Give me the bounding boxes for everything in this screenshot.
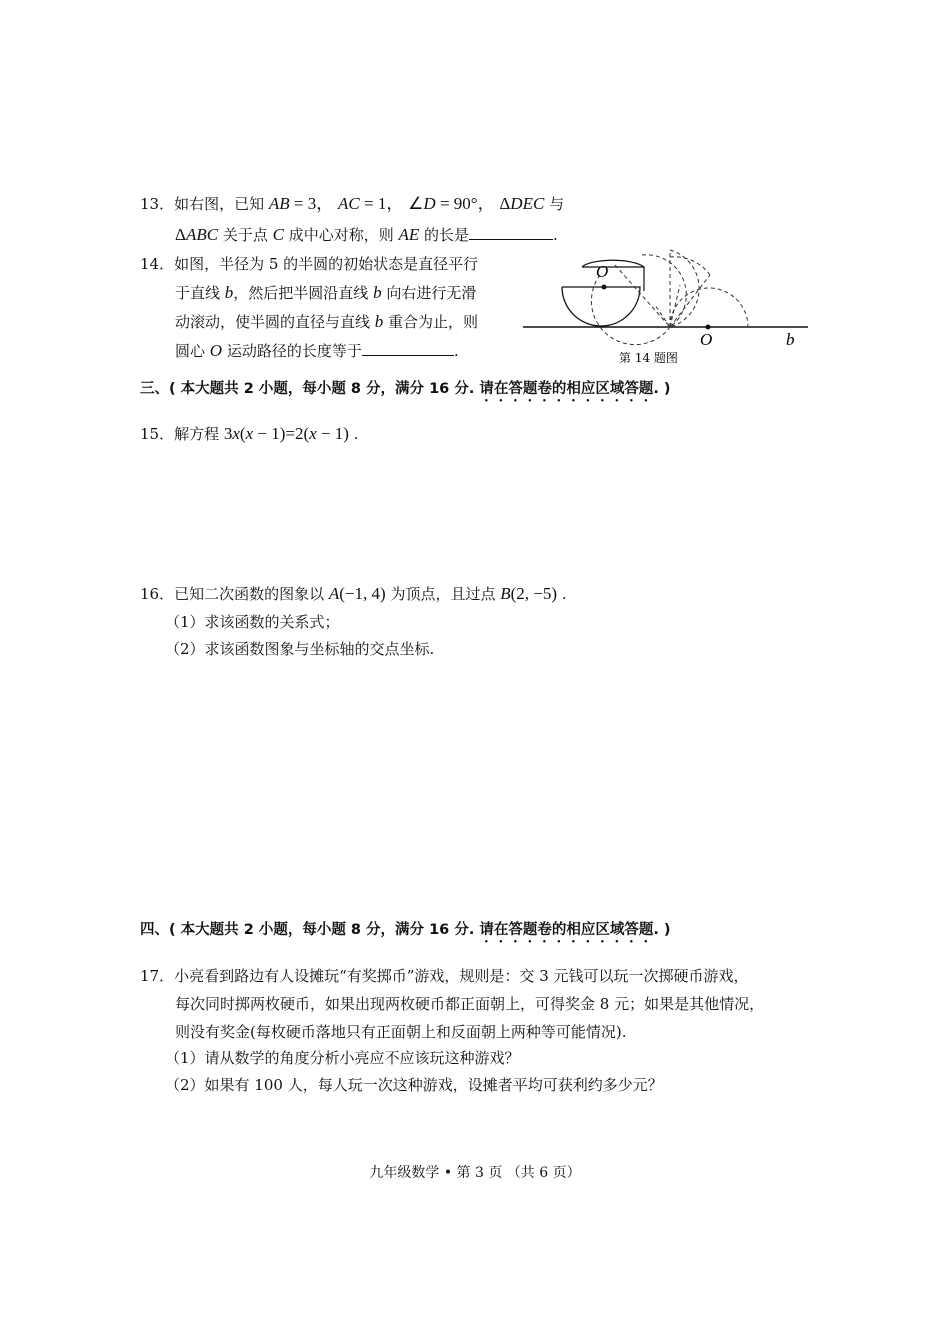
answer-blank[interactable] [469, 225, 553, 240]
question-16-sub1: （1）求该函数的关系式； [165, 613, 340, 631]
question-16-sub2: （2）求该函数图象与坐标轴的交点坐标. [165, 640, 435, 658]
answer-blank[interactable] [362, 341, 454, 356]
center-dot-top [602, 285, 607, 290]
initial-semicircle [562, 287, 640, 326]
question-17-sub1: （1）请从数学的角度分析小亮应不应该玩这种游戏？ [165, 1049, 520, 1067]
rolling-position-4 [642, 255, 686, 327]
question-17: 17．小亮看到路边有人设摊玩“有奖掷币”游戏，规则是：交 3 元钱可以玩一次掷硬币游戏， [140, 967, 749, 985]
question-17-line3: 则没有奖金(每枚硬币落地只有正面朝上和反面朝上两种等可能情况). [175, 1023, 627, 1041]
figure-14 [520, 245, 820, 375]
question-16: 16．已知二次函数的图象以 A(−1, 4) 为顶点，且过点 B(2, −5) . [140, 584, 567, 603]
rolling-position-3 [670, 250, 699, 327]
question-14-line4: 圆心 O 运动路径的长度等于 . [175, 341, 459, 360]
question-number: 13． [140, 195, 175, 213]
question-number: 15． [140, 425, 175, 443]
label-b: b [786, 330, 795, 349]
question-14-line2: 于直线 b，然后把半圆沿直线 b 向右进行无滑 [175, 283, 477, 302]
label-o-final: O [700, 330, 713, 349]
label-o-top: O [596, 262, 609, 281]
section-3-heading: 三、( 本大题共 2 小题，每小题 8 分，满分 16 分. 请在答题卷的相应区域答题. ) [140, 381, 671, 397]
question-14-line3: 动滚动，使半圆的直径与直线 b 重合为止，则 [175, 312, 479, 331]
center-dot-final [706, 325, 711, 330]
question-14: 14．如图，半径为 5 的半圆的初始状态是直径平行 [140, 255, 479, 273]
question-number: 17． [140, 967, 175, 985]
question-17-line2: 每次同时掷两枚硬币，如果出现两枚硬币都正面朝上，可得奖金 8 元；如果是其他情况， [175, 995, 765, 1013]
question-17-sub2: （2）如果有 100 人，每人玩一次这种游戏，设摊者平均可获利约多少元？ [165, 1076, 663, 1094]
question-13: 13．如右图，已知 AB = 3， AC = 1， ∠D = 90°， ΔDEC 与 [140, 194, 565, 213]
question-13-line2: ΔABC 关于点 C 成中心对称，则 AE 的长是 . [175, 225, 558, 244]
rolling-position-2 [615, 265, 670, 327]
question-number: 16． [140, 585, 175, 603]
figure-caption: 第 14 题图 [619, 351, 678, 365]
final-semicircle [670, 288, 748, 327]
question-number: 14． [140, 255, 175, 273]
section-4-heading: 四、( 本大题共 2 小题，每小题 8 分，满分 16 分. 请在答题卷的相应区域答题. ) [140, 922, 671, 938]
question-text: 如右图，已知 [174, 195, 265, 213]
question-15: 15．解方程 3x(x − 1)=2(x − 1) . [140, 424, 359, 443]
page-footer: 九年级数学 • 第 3 页 （共 6 页） [369, 1165, 581, 1181]
